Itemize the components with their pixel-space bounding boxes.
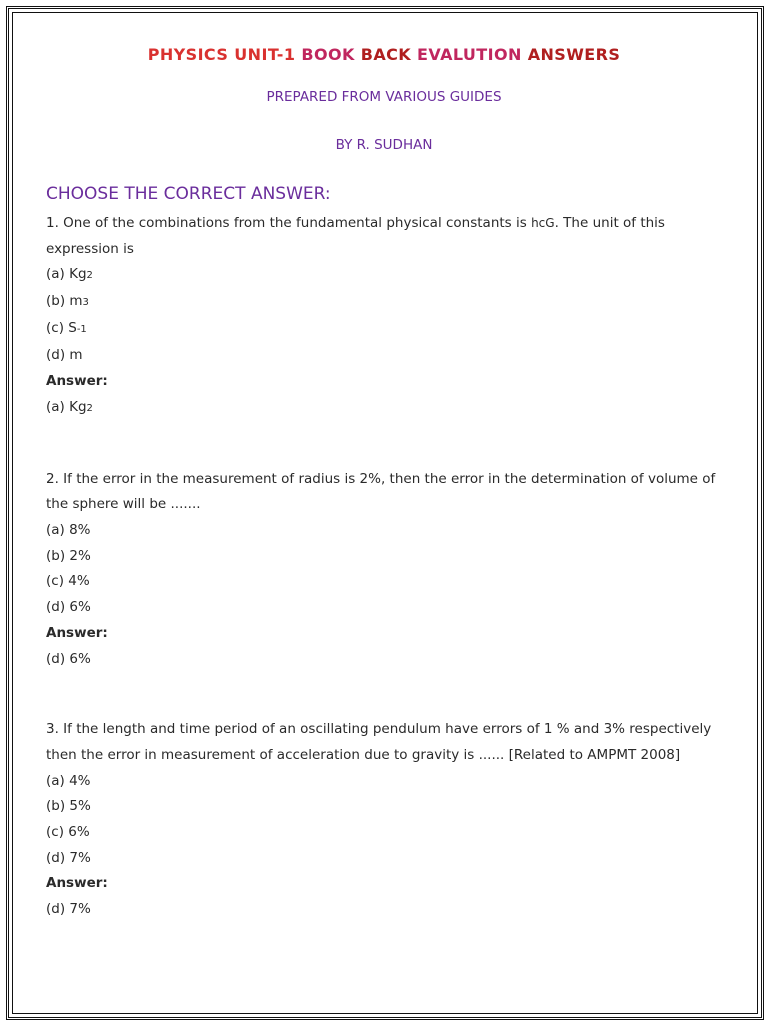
question-expression: hcG [531,216,555,230]
spacer [46,672,726,717]
title-word: EVALUTION [417,45,522,64]
title-word: BACK [360,45,412,64]
answer-value: (d) 7% [46,901,91,918]
answer-label: Answer: [46,373,108,390]
question-1 [46,211,726,422]
section-heading: CHOOSE THE CORRECT ANSWER: [46,184,331,204]
option: (b) 2% [46,547,91,564]
option: (c) 4% [46,573,90,590]
question-2 [46,467,726,673]
question-3 [46,717,726,923]
option: (b) m3 [46,293,89,310]
question-text [46,211,726,262]
option: (c) S-1 [46,319,87,336]
answer-value: (d) 6% [46,650,91,667]
option: (d) 6% [46,599,91,616]
question-text: then the error in measurement of acceleration due to gravity is ...... [Related to AMPMT 2008] [46,746,681,763]
title-word: UNIT-1 [234,45,296,64]
answer-value: (a) Kg2 [46,398,93,415]
option: (d) 7% [46,849,91,866]
answer-label: Answer: [46,875,108,892]
option: (c) 6% [46,824,90,841]
answer-label: Answer: [46,624,108,641]
question-text: 3. If the length and time period of an oscillating pendulum have errors of 1 % and 3% respectively [46,721,712,738]
title-word: PHYSICS [147,45,229,64]
option: (a) Kg2 [46,266,93,283]
title-word: ANSWERS [527,45,621,64]
questions-body [46,211,726,923]
spacer [46,422,726,467]
option: (d) m [46,346,83,363]
question-text-part: 1. One of the combinations from the fundamental physical constants is [46,215,532,231]
title-word: BOOK [301,45,355,64]
document-subtitle: PREPARED FROM VARIOUS GUIDES [266,89,502,105]
option: (a) 8% [46,522,91,539]
document-author: BY R. SUDHAN [335,137,433,153]
document-title [0,45,768,64]
option: (b) 5% [46,798,91,815]
question-text-part: . The unit of this expression is [46,215,665,257]
option: (a) 4% [46,772,91,789]
question-text: 2. If the error in the measurement of radius is 2%, then the error in the determination of volume of the sphere will be ....... [46,470,716,513]
